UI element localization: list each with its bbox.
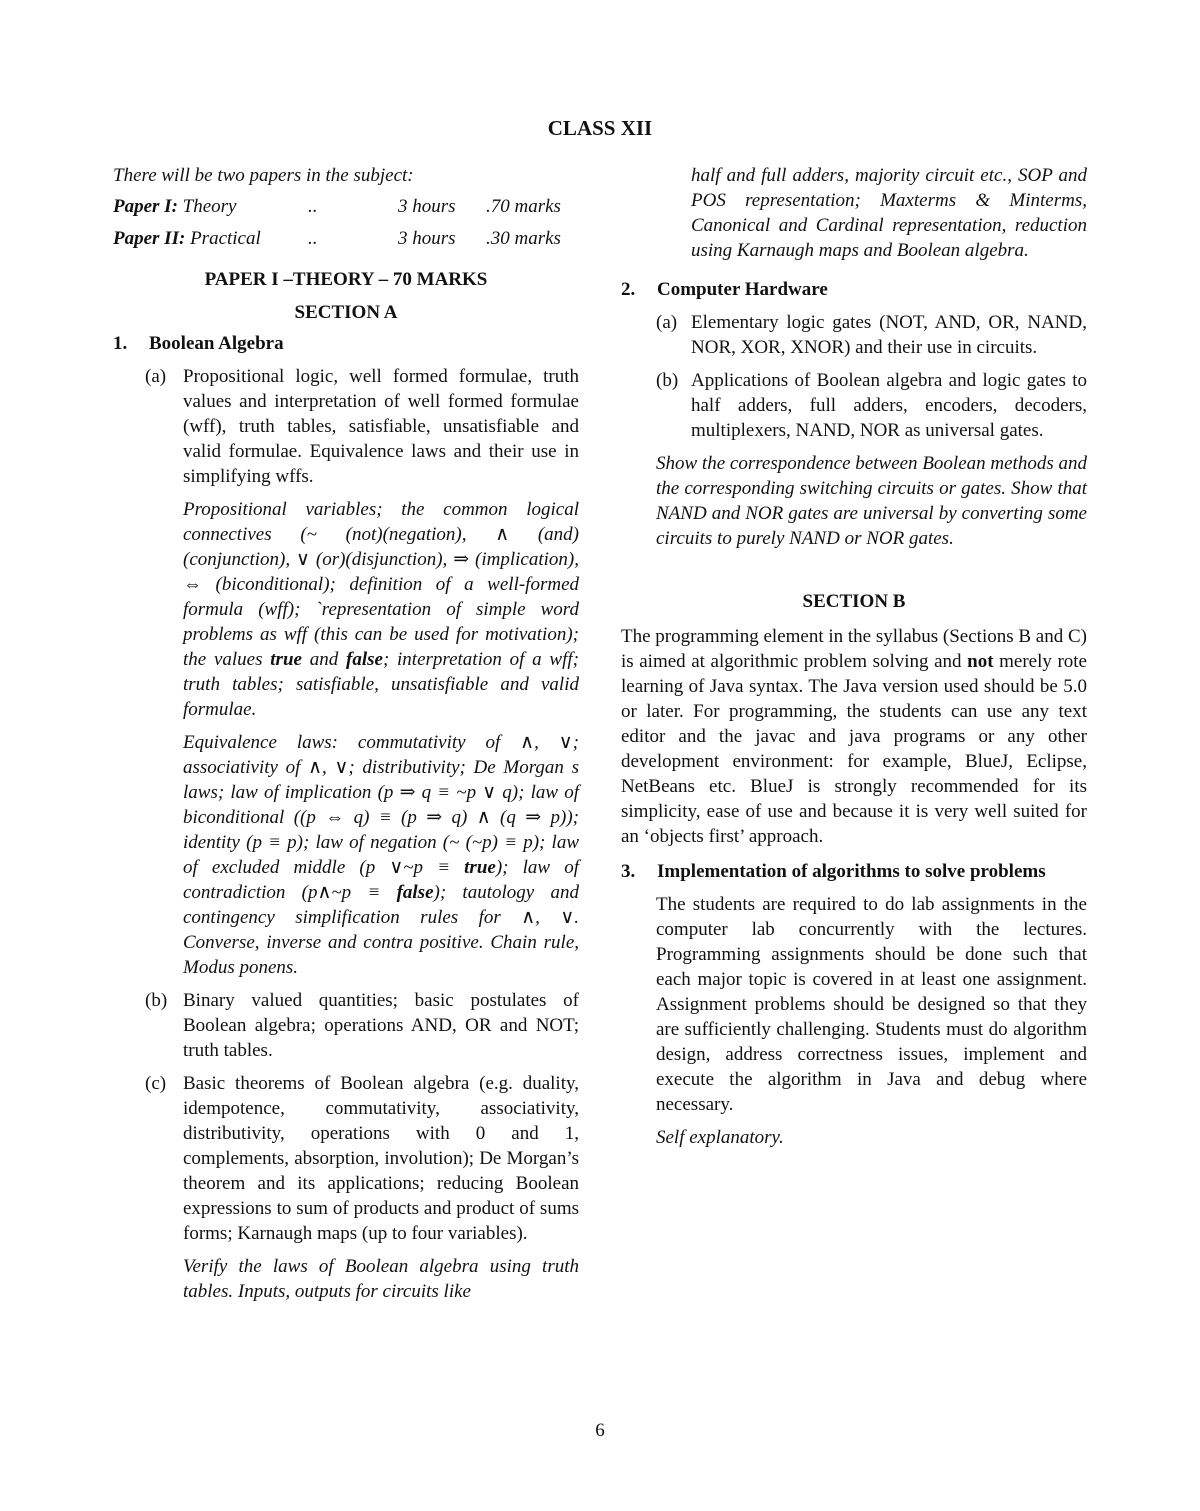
subtopic-label: (c) (145, 1073, 167, 1094)
page-number: 6 (595, 1420, 605, 1441)
topic-heading-computer-hardware (621, 277, 1087, 302)
paper-hours: 3 hours (398, 196, 456, 217)
paper-name: Theory (182, 196, 237, 217)
subtopic-1c (145, 1071, 579, 1246)
paper-label: Paper II: (113, 228, 186, 249)
subtopic-text: Binary valued quantities; basic postulates of Boolean algebra; operations AND, OR and NOT; truth tables. (183, 990, 579, 1061)
algorithms-text: The students are required to do lab assignments in the computer lab concurrently with the lectures. Programming assignments should be done such that each major topic is covered in at least one assignment. Assignment problems should be designed so that they are sufficiently challenging. Students must do algorithm design, address correctness issues, implement and execute the algorithm in Java and debug where necessary. (656, 894, 1087, 1115)
subtopic-text: Elementary logic gates (NOT, AND, OR, NAND, NOR, XOR, XNOR) and their use in circuits. (691, 312, 1087, 358)
right-column (621, 163, 1087, 1158)
page-title: CLASS XII (547, 116, 653, 140)
topic-number: 3. (621, 861, 636, 882)
note-self-explanatory: Self explanatory. (656, 1127, 784, 1148)
subtopic-1b (145, 988, 579, 1063)
section-a-heading: SECTION A (294, 302, 398, 323)
topic-number: 1. (113, 333, 128, 354)
topic-number: 2. (621, 279, 636, 300)
paper-hours: 3 hours (398, 228, 456, 249)
note-verify-laws-continued: half and full adders, majority circuit etc., SOP and POS representation; Maxterms & Minterms, Canonical and Cardinal representation, reduction using Karnaugh maps and Boolean algebra. (691, 165, 1087, 261)
subtopic-label: (a) (145, 366, 167, 387)
subtopic-text: Propositional logic, well formed formulae, truth values and interpretation of well formed formulae (wff), truth tables, satisfiable, unsatisfiable and valid formulae. Equivalence laws and their use in simplifying wffs. (183, 366, 579, 487)
paper-name: Practical (190, 228, 261, 249)
note-equivalence-laws: Equivalence laws: commutativity of ∧, ∨; associativity of ∧, ∨; distributivity; De Morgan s laws; law of implication (p ⇒ q ≡ ~p ∨ q); law of biconditional ((p ⇔ q) ≡ (p ⇒ q) ∧ (q ⇒ p)); identity (p ≡ p); law of negation (~ (~p) ≡ p); law of excluded middle (p ∨~p ≡ true); law of contradiction (p∧~p ≡ false); tautology and contingency simplification rules for ∧, ∨. Converse, inverse and contra positive. Chain rule, Modus ponens. (183, 732, 579, 978)
subtopic-2a (656, 310, 1087, 360)
paper-dots: .. (308, 228, 318, 249)
subtopic-label: (b) (656, 370, 679, 391)
note-boolean-switching: Show the correspondence between Boolean methods and the corresponding switching circuits or gates. Show that NAND and NOR gates are universal by converting some circuits to purely NAND or NOR gates. (656, 453, 1087, 549)
subtopic-label: (b) (145, 990, 168, 1011)
note-verify-laws: Verify the laws of Boolean algebra using truth tables. Inputs, outputs for circuits like (183, 1256, 579, 1302)
subtopic-2b (656, 368, 1087, 443)
subtopic-text: Applications of Boolean algebra and logic gates to half adders, full adders, encoders, decoders, multiplexers, NAND, NOR as universal gates. (691, 370, 1087, 441)
papers-intro: There will be two papers in the subject: (113, 165, 414, 186)
note-propositional-variables: Propositional variables; the common logical connectives (~ (not)(negation), ∧ (and)(conjunction), ∨ (or)(disjunction), ⇒ (implication), ⇔ (biconditional); definition of a well-formed formula (wff); `representation of simple word problems as wff (this can be used for motivation); the values true and false; interpretation of a wff; truth tables; satisfiable, unsatisfiable and valid formulae. (183, 499, 579, 720)
paper-marks: .70 marks (486, 196, 561, 217)
section-b-heading: SECTION B (802, 591, 906, 612)
topic-heading-algorithms (621, 859, 1087, 884)
subtopic-text: Basic theorems of Boolean algebra (e.g. duality, idempotence, commutativity, associativity, distributivity, operations with 0 and 1, complements, absorption, involution); De Morgan’s theorem and its applications; reducing Boolean expressions to sum of products and product of sums forms; Karnaugh maps (up to four variables). (183, 1073, 579, 1244)
topic-heading-boolean-algebra (113, 331, 579, 356)
paper-row-theory (113, 194, 579, 219)
paper-row-practical (113, 226, 579, 251)
left-column (113, 163, 579, 1312)
paper-label: Paper I: (113, 196, 178, 217)
paper-heading: PAPER I –THEORY – 70 MARKS (204, 269, 488, 290)
topic-title: Implementation of algorithms to solve problems (657, 861, 1046, 882)
paper-dots: .. (308, 196, 318, 217)
paper-marks: .30 marks (486, 228, 561, 249)
topic-title: Boolean Algebra (149, 333, 284, 354)
subtopic-1a (145, 364, 579, 489)
topic-title: Computer Hardware (657, 279, 828, 300)
section-b-intro: The programming element in the syllabus (Sections B and C) is aimed at algorithmic problem solving and not merely rote learning of Java syntax. The Java version used should be 5.0 or later. For programming, the students can use any text editor and the javac and java programs or any other development environment: for example, BlueJ, Eclipse, NetBeans etc. BlueJ is strongly recommended for its simplicity, ease of use and because it is very well suited for an ‘objects first’ approach. (621, 626, 1087, 847)
subtopic-label: (a) (656, 312, 678, 333)
